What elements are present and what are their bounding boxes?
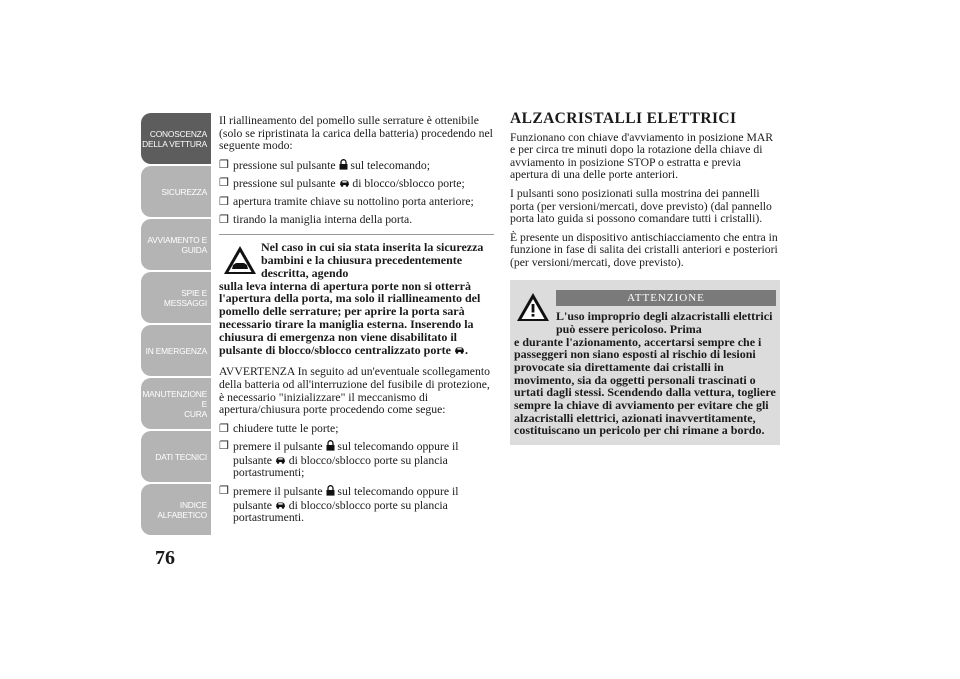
- paragraph: I pulsanti sono posizionati sulla mostrina dei pannelli porta (per versioni/mercati, dove previsto) (dal pannello porta lato guida si possono comandare tutti i cristalli).: [510, 186, 772, 226]
- tab-sicurezza[interactable]: SICUREZZA: [141, 166, 211, 217]
- child-safety-warning: Nel caso in cui sia stata inserita la sicurezza bambini e la chiusura precedentemente descritta, agendo sulla leva interna di apertura porte non si otterrà l'apertura della porta, ma solo il riallineamento del pomello delle serrature; per aprire la porta sarà necessario tirare la maniglia esterna. Inserendo la chiusura di emergenza non viene disabilitato il pulsante di blocco/sblocco centralizzato porte .: [219, 241, 494, 356]
- tab-dati-tecnici[interactable]: DATI TECNICI: [141, 431, 211, 482]
- right-column: [510, 110, 780, 445]
- attention-text-indent: L'uso improprio degli alzacristalli elettrici può essere pericoloso. Prima: [556, 309, 773, 336]
- divider: [219, 234, 494, 235]
- car-icon: [275, 454, 286, 465]
- paragraph: È presente un dispositivo antischiacciamento che entra in funzione in fase di salita dei cristalli anteriori e posteriori (per versioni/mercati, dove previsto).: [510, 230, 778, 269]
- lock-icon: [339, 159, 348, 170]
- list-item: ❐ pressione sul pulsante di blocco/sblocco porte;: [219, 177, 494, 191]
- attention-body: [514, 310, 776, 437]
- section-title: ALZACRISTALLI ELETTRICI: [510, 110, 737, 127]
- paragraph: Funzionano con chiave d'avviamento in posizione MAR e per circa tre minuti dopo la rotazione della chiave di avviamento in posizione STOP o estratta e previa apertura di una delle porte anteriori.: [510, 130, 774, 182]
- intro-paragraph: Il riallineamento del pomello sulle serrature è ottenibile (solo se ripristinata la carica della batteria) procedendo nel seguente modo:: [219, 114, 493, 153]
- warning-text-indent: Nel caso in cui sia stata inserita la sicurezza bambini e la chiusura precedentemente descritta, agendo: [261, 240, 484, 280]
- list-item: ❐ apertura tramite chiave su nottolino porta anteriore;: [219, 196, 494, 209]
- tab-manutenzione[interactable]: MANUTENZIONE E CURA: [141, 378, 211, 429]
- attention-text: e durante l'azionamento, accertarsi sempre che i passeggeri non siano esposti al rischio di lesioni provocate sia direttamente dai cristalli in movimento, sia da oggetti personali trascinati o urtati dagli stessi. Scendendo dalla vettura, togliere sempre la chiave di avviamento per evitare che gli alzacristalli elettrici, azionati inavvertitamente, costituiscano un pericolo per chi rimane a bordo.: [514, 334, 776, 438]
- car-icon: [454, 344, 465, 355]
- attention-title: ATTENZIONE: [556, 290, 776, 307]
- note-paragraph: AVVERTENZA In seguito ad un'eventuale scollegamento della batteria od all'interruzione del fusibile di protezione, è necessario "inizializzare" il meccanismo di apertura/chiusura porte procedendo come segue:: [219, 365, 490, 417]
- list-item: ❐ chiudere tutte le porte;: [219, 423, 494, 436]
- list-item: ❐ tirando la maniglia interna della porta.: [219, 214, 494, 227]
- list-item: ❐ pressione sul pulsante sul telecomando;: [219, 159, 494, 173]
- warning-text: sulla leva interna di apertura porte non si otterrà l'apertura della porta, ma solo il riallineamento del pomello delle serrature; per aprire la porta sarà necessario tirare la maniglia esterna. Inserendo la chiusura di emergenza non viene disabilitato il pulsante di blocco/sblocco centralizzato porte: [219, 278, 481, 357]
- tab-spie[interactable]: SPIE E MESSAGGI: [141, 272, 211, 323]
- tab-indice[interactable]: INDICE ALFABETICO: [141, 484, 211, 535]
- car-icon: [339, 177, 350, 188]
- left-column: [219, 115, 494, 531]
- tab-conoscenza[interactable]: CONOSCENZA DELLA VETTURA: [141, 113, 211, 164]
- car-icon: [275, 499, 286, 510]
- page-number: 76: [155, 547, 175, 569]
- tab-emergenza[interactable]: IN EMERGENZA: [141, 325, 211, 376]
- warning-icon: [516, 292, 550, 322]
- note-label: AVVERTENZA: [219, 365, 295, 379]
- realign-list: [219, 159, 494, 226]
- init-list: [219, 423, 494, 525]
- warning-car-icon: [223, 245, 257, 275]
- attention-box: [510, 280, 780, 446]
- lock-icon: [326, 485, 335, 496]
- lock-icon: [326, 440, 335, 451]
- tab-avviamento[interactable]: AVVIAMENTO E GUIDA: [141, 219, 211, 270]
- list-item: ❐ premere il pulsante sul telecomando oppure il pulsante di blocco/sblocco porte su plancia portastrumenti.: [219, 485, 494, 525]
- list-item: ❐ premere il pulsante sul telecomando oppure il pulsante di blocco/sblocco porte su plancia portastrumenti;: [219, 440, 494, 480]
